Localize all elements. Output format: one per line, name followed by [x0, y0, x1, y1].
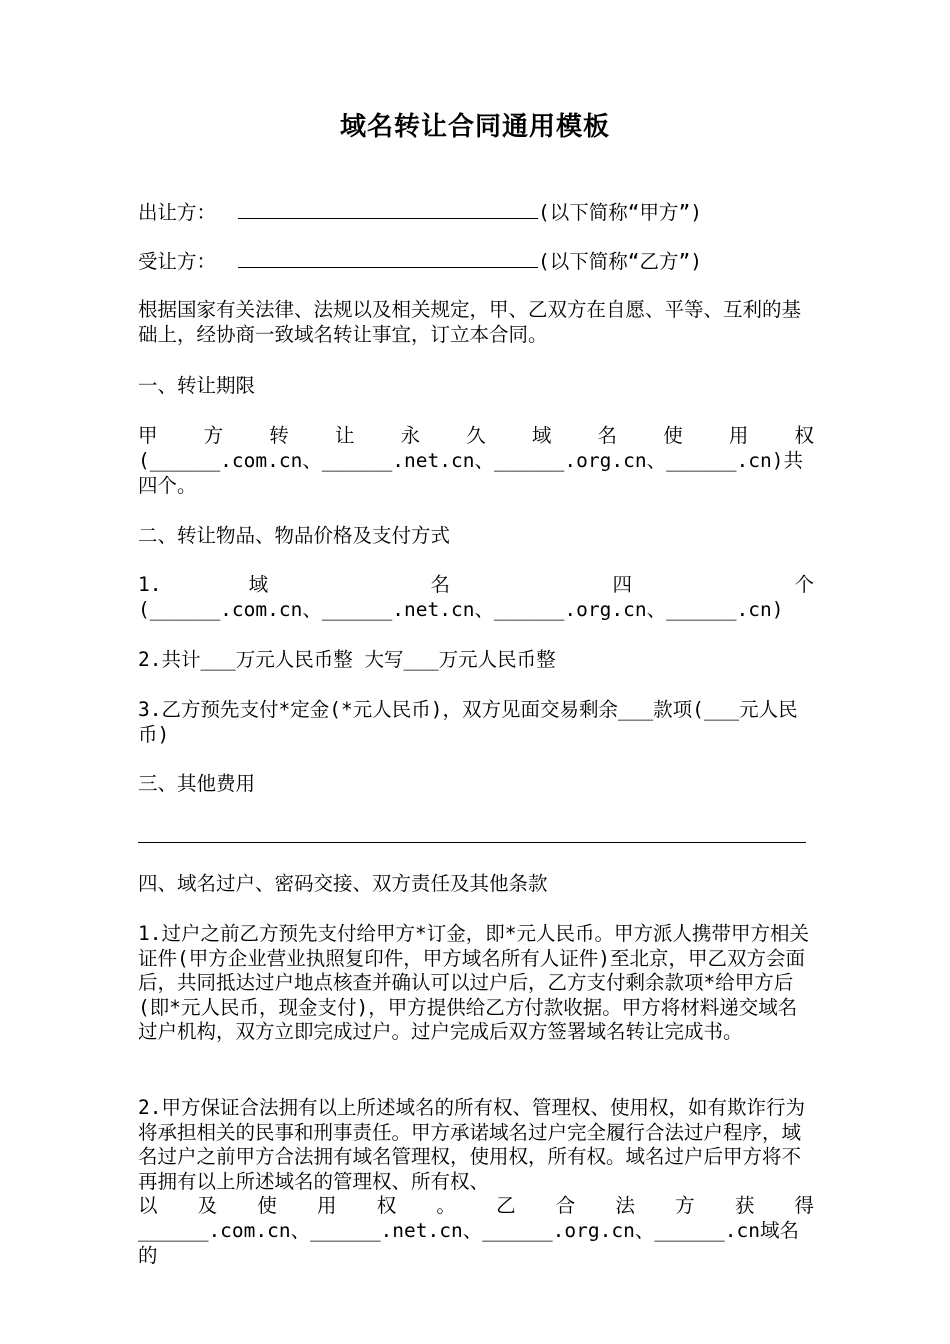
section4-item2-c: ______.com.cn、______.net.cn、______.org.cn、______.cn域名的 — [138, 1219, 800, 1267]
section2-item2: 2.共计___万元人民币整 大写___万元人民币整 — [138, 648, 556, 671]
section4-item1: 1.过户之前乙方预先支付给甲方*订金，即*元人民币。甲方派人携带甲方相关证件(甲方企业营业执照复印件，甲方域名所有人证件)至北京，甲乙双方会面后，共同抵达过户地点核查并确认可以过户后，乙方支付剩余款项*给甲方后(即*元人民币，现金支付)，甲方提供给乙方付款收据。甲方将材料递交域名过户机构，双方立即完成过户。过户完成后双方签署域名转让完成书。 — [138, 922, 809, 1043]
section2-item1-line1: 1. 域 名 四 个 — [138, 573, 814, 596]
intro-paragraph: 根据国家有关法律、法规以及相关规定，甲、乙双方在自愿、平等、互利的基础上，经协商一致域名转让事宜，订立本合同。 — [138, 298, 802, 346]
section1-line2: (______.com.cn、______.net.cn、______.org.cn、______.cn)共四个。 — [138, 449, 803, 497]
buyer-label: 受让方： — [138, 250, 217, 273]
seller-suffix: (以下简称“甲方”) — [538, 201, 702, 224]
seller-row — [138, 200, 702, 226]
seller-blank — [238, 200, 538, 219]
buyer-blank — [238, 249, 538, 268]
section4-item2-a: 2.甲方保证合法拥有以上所述域名的所有权、管理权、使用权，如有欺诈行为将承担相关的民事和刑事责任。甲方承诺域名过户完全履行合法过户程序，域名过户之前甲方合法拥有域名管理权，使用权，所有权。域名过户后甲方将不再拥有以上所述域名的管理权、所有权、 — [138, 1096, 805, 1193]
section3-fill-line — [138, 842, 806, 843]
seller-label: 出让方： — [138, 201, 217, 224]
section4-heading: 四、域名过户、密码交接、双方责任及其他条款 — [138, 872, 548, 895]
section1-line1: 甲 方 转 让 永 久 域 名 使 用 权 — [138, 424, 814, 447]
section2-item3: 3.乙方预先支付*定金(*元人民币)，双方见面交易剩余___款项(___元人民币) — [138, 698, 798, 746]
buyer-row — [138, 249, 702, 275]
section2-heading: 二、转让物品、物品价格及支付方式 — [138, 524, 451, 547]
section3-heading: 三、其他费用 — [138, 772, 256, 795]
buyer-suffix: (以下简称“乙方”) — [538, 250, 702, 273]
section2-item1-line2: (______.com.cn、______.net.cn、______.org.cn、______.cn) — [138, 598, 784, 621]
section1-heading: 一、转让期限 — [138, 374, 256, 397]
document-title: 域名转让合同通用模板 — [339, 112, 610, 142]
section4-item2-b: 以 及 使 用 权 。 乙 合 法 方 获 得 — [138, 1194, 814, 1217]
